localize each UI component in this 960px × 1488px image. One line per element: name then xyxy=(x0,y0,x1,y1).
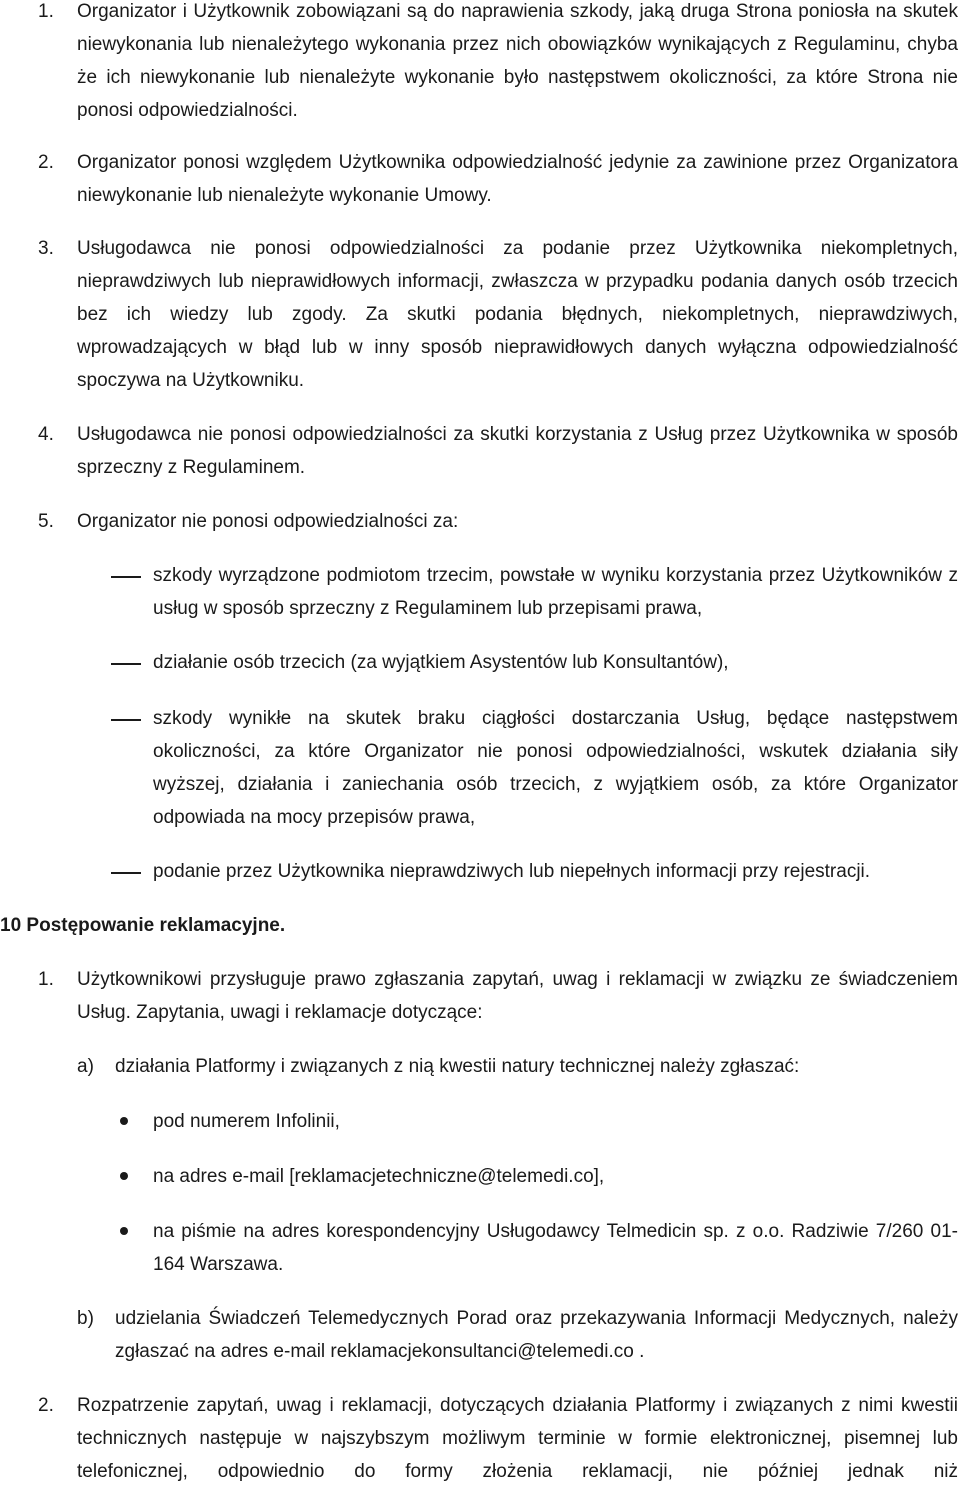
item-number: 5. xyxy=(38,511,54,532)
item-text: Organizator nie ponosi odpowiedzialności za: xyxy=(77,511,459,532)
item-number: 2. xyxy=(38,1395,54,1416)
dash-item-text: podanie przez Użytkownika nieprawdziwych lub niepełnych informacji przy rejestracji. xyxy=(153,861,871,882)
dash-item-text: działanie osób trzecich (za wyjątkiem Asystentów lub Konsultantów), xyxy=(153,652,729,673)
bullet-marker xyxy=(120,1105,128,1138)
item-text: Użytkownikowi przysługuje prawo zgłaszania zapytań, uwag i reklamacji w związku ze świadczeniem Usług. Zapytania, uwagi i reklamacje dotyczące: xyxy=(77,969,958,1023)
item-text: działania Platformy i związanych z nią kwestii natury technicznej należy zgłaszać: xyxy=(115,1056,800,1077)
item-text: Organizator ponosi względem Użytkownika odpowiedzialność jedynie za zawinione przez Organizatora niewykonanie lub nienależyte wykonanie Umowy. xyxy=(77,152,958,206)
item-number: 1. xyxy=(38,1,54,22)
section-heading: 10 Postępowanie reklamacyjne. xyxy=(0,915,286,936)
bullet-item-text: na piśmie na adres korespondencyjny Usługodawcy Telmedicin sp. z o.o. Radziwie 7/260 01-164 Warszawa. xyxy=(153,1221,958,1275)
dash-marker xyxy=(111,559,141,592)
item-number: 1. xyxy=(38,969,54,990)
item-text: Usługodawca nie ponosi odpowiedzialności za skutki korzystania z Usług przez Użytkownika w sposób sprzeczny z Regulaminem. xyxy=(77,424,958,478)
dash-marker xyxy=(111,702,141,735)
item-text: udzielania Świadczeń Telemedycznych Porad oraz przekazywania Informacji Medycznych, należy zgłaszać na adres e-mail reklamacjekonsultanci@telemedi.co . xyxy=(115,1308,958,1362)
bullet-item-text: na adres e-mail [reklamacjetechniczne@telemedi.co], xyxy=(153,1166,605,1187)
bullet-marker xyxy=(120,1215,128,1248)
dash-item-text: szkody wyrządzone podmiotom trzecim, powstałe w wyniku korzystania przez Użytkowników z usług w sposób sprzeczny z Regulaminem lub przepisami prawa, xyxy=(153,565,958,619)
dash-marker xyxy=(111,646,141,679)
item-number: 2. xyxy=(38,152,54,173)
item-text: Organizator i Użytkownik zobowiązani są do naprawienia szkody, jaką druga Strona poniosła na skutek niewykonania lub nienależytego wykonania przez nich obowiązków wynikających z Regulaminu, chyba że ich niewykonanie lub nienależyte wykonanie było następstwem okoliczności, za które Strona nie ponosi odpowiedzialności. xyxy=(77,1,958,121)
bullet-item-text: pod numerem Infolinii, xyxy=(153,1111,340,1132)
item-text: Usługodawca nie ponosi odpowiedzialności za podanie przez Użytkownika niekompletnych, nieprawdziwych lub nieprawidłowych informacji, zwłaszcza w przypadku podania danych osób trzecich bez ich wiedzy lub zgody. Za skutki podania błędnych, niekompletnych, nieprawdziwych, wprowadzających w błąd lub w inny sposób nieprawidłowych danych wyłączna odpowiedzialność spoczywa na Użytkowniku. xyxy=(77,238,958,391)
item-number: 4. xyxy=(38,424,54,445)
item-letter: a) xyxy=(77,1056,94,1077)
item-number: 3. xyxy=(38,238,54,259)
bullet-marker xyxy=(120,1160,128,1193)
item-text: Rozpatrzenie zapytań, uwag i reklamacji, dotyczących działania Platformy i związanych z nimi kwestii technicznych następuje w najszybszym możliwym terminie w formie elektronicznej, pisemnej lub telefonicznej, odpowiednio do formy złożenia reklamacji, nie później jednak niż xyxy=(77,1395,958,1482)
item-letter: b) xyxy=(77,1308,94,1329)
dash-marker xyxy=(111,855,141,888)
dash-item-text: szkody wynikłe na skutek braku ciągłości dostarczania Usług, będące następstwem okoliczności, za które Organizator nie ponosi odpowiedzialności, wskutek działania siły wyższej, działania i zaniechania osób trzecich, z wyjątkiem osób, za które Organizator odpowiada na mocy przepisów prawa, xyxy=(153,708,958,828)
